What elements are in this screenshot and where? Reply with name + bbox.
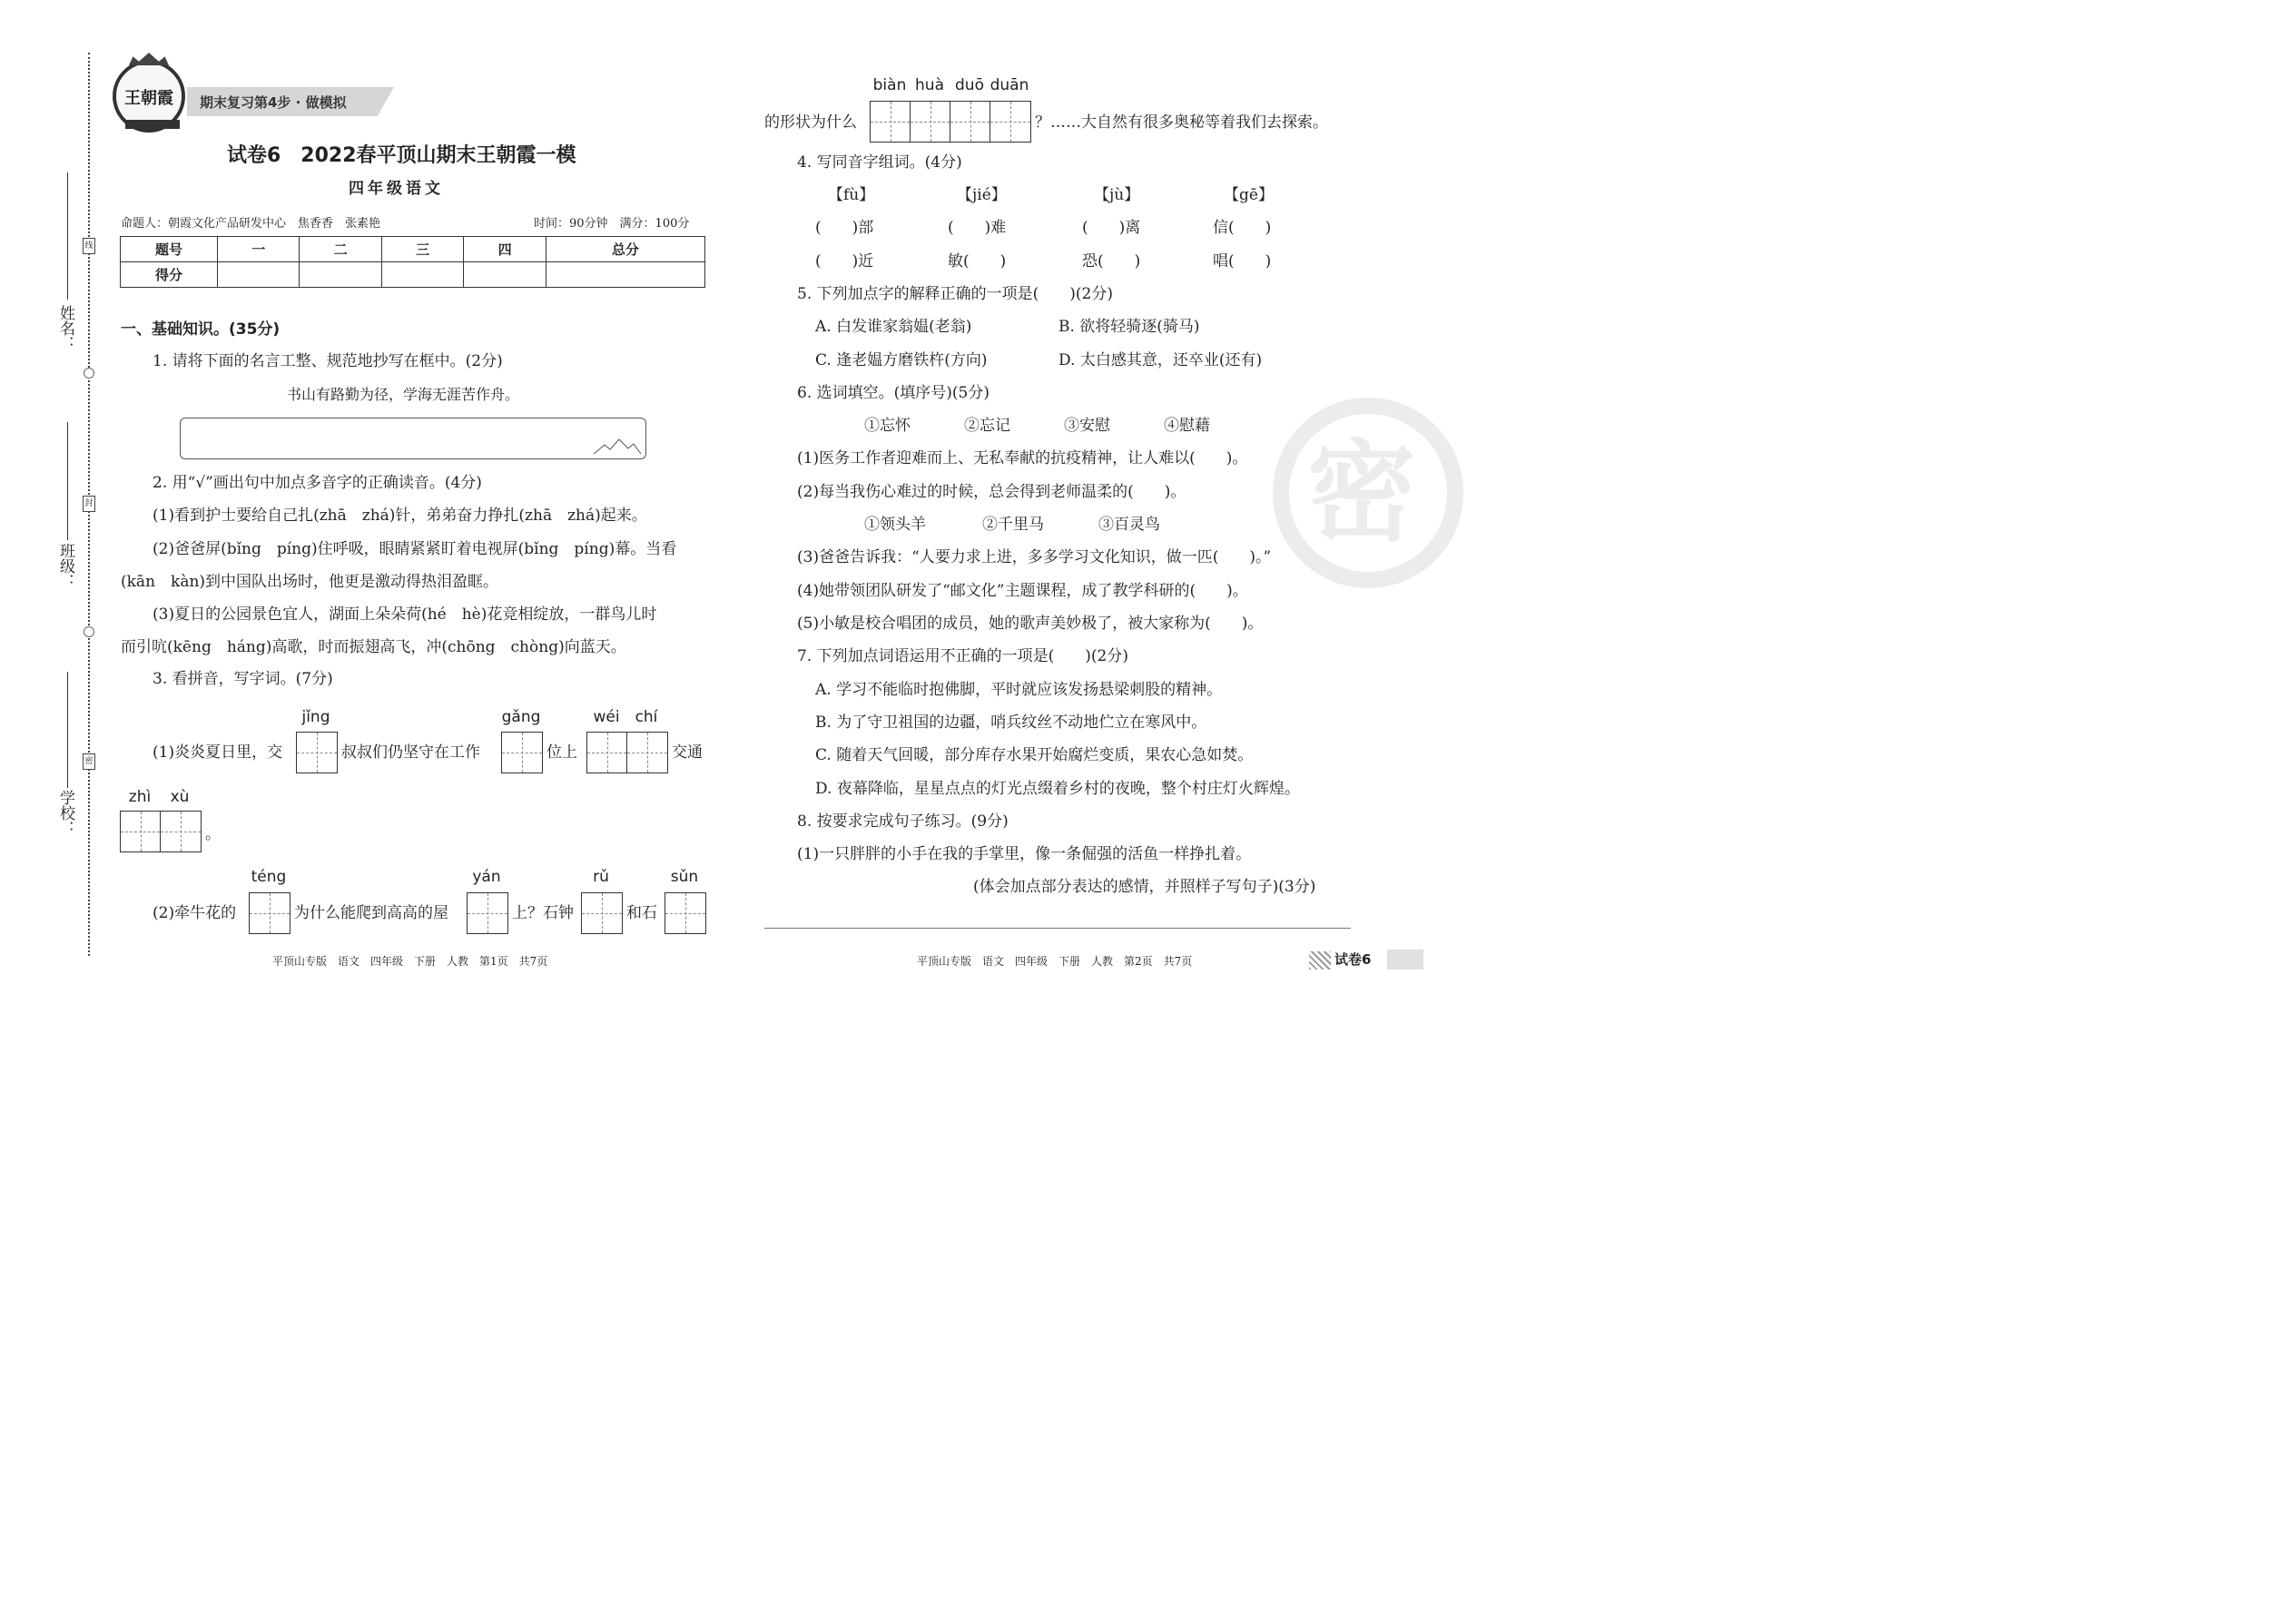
cut-circle-1	[84, 368, 94, 379]
q4-blank[interactable]: 信( )	[1213, 219, 1272, 237]
q7-option-c[interactable]: C. 随着天气回暖，部分库存水果开始腐烂变质，果农心急如焚。	[815, 746, 1254, 764]
question-4: 4. 写同音字组词。(4分)	[797, 153, 962, 172]
q4-blank[interactable]: ( )部	[815, 219, 874, 237]
pinyin-wei: wéi	[593, 708, 620, 726]
q6-item-5: (5)小敏是校合唱团的成员，她的歌声美妙极了，被大家称为( )。	[797, 615, 1264, 633]
q7-option-a[interactable]: A. 学习不能临时抱佛脚，平时就应该发扬悬梁刺股的精神。	[815, 681, 1223, 699]
question-5: 5. 下列加点字的解释正确的一项是( )(2分)	[797, 285, 1113, 303]
q3-1-text-c: 位上	[546, 743, 577, 762]
score-row-label: 得分	[121, 262, 218, 288]
q2-item-3-line2: 而引吭(kēng háng)高歌，时而振翅高飞，冲(chōng chòng)向蓝天。	[121, 638, 626, 656]
pinyin-sun: sǔn	[670, 868, 699, 886]
class-field[interactable]	[67, 422, 68, 540]
brand-logo	[113, 60, 185, 133]
char-grid-ru[interactable]	[581, 892, 623, 934]
section-1-heading: 一、基础知识。(35分)	[121, 320, 281, 339]
q6-word-option: ③百灵鸟	[1098, 516, 1160, 534]
q3-1-text-d: 交通	[672, 743, 703, 762]
score-input-cell[interactable]	[381, 262, 463, 288]
q1-quote: 书山有路勤为径，学海无涯苦作舟。	[287, 386, 520, 403]
pinyin-zhi: zhì	[128, 788, 152, 806]
seal-box-line: 线	[83, 238, 95, 254]
pinyin-jing: jǐng	[301, 708, 330, 726]
q3-2-text-a: (2)牵牛花的	[153, 904, 237, 922]
score-header-cell: 题号	[121, 237, 218, 262]
school-field[interactable]	[67, 672, 68, 788]
secret-watermark	[1273, 398, 1463, 588]
q6-word-option: ②千里马	[982, 516, 1044, 534]
footer-left: 平顶山专版 语文 四年级 下册 人教 第1页 共7页	[272, 955, 548, 968]
q6-word-option: ②忘记	[964, 417, 1010, 435]
q4-blank[interactable]: ( )离	[1082, 219, 1141, 237]
answer-divider-line	[764, 928, 1351, 929]
pinyin-xu: xù	[170, 788, 190, 806]
footer-pattern	[1309, 951, 1331, 969]
char-grid-bianhuaduoduan[interactable]	[870, 101, 1031, 143]
q4-head-fu: 【fù】	[828, 186, 875, 204]
q3-2-text-c: 上？石钟	[512, 904, 574, 922]
char-grid-teng[interactable]	[249, 892, 290, 934]
q2-item-3-line1: (3)夏日的公园景色宜人，湖面上朵朵荷(hé hè)花竞相绽放，一群鸟儿时	[153, 605, 657, 624]
score-header-cell: 三	[381, 237, 463, 262]
footer-tag-bar	[1387, 950, 1423, 969]
q4-blank[interactable]: ( )近	[815, 252, 874, 271]
score-table-row	[121, 262, 705, 288]
q7-option-b[interactable]: B. 为了守卫祖国的边疆，哨兵纹丝不动地伫立在寒风中。	[815, 714, 1207, 732]
pinyin-gang: gǎng	[501, 708, 541, 726]
q6-word-option: ①领头羊	[864, 516, 926, 534]
seal-box-secret: 密	[83, 753, 95, 770]
score-input-cell[interactable]	[300, 262, 381, 288]
pinyin-hua: huà	[915, 76, 944, 94]
q4-blank[interactable]: 敏( )	[948, 252, 1007, 271]
pinyin-bian: biàn	[872, 76, 907, 94]
q3-1-text-a: (1)炎炎夏日里，交	[153, 743, 283, 762]
q4-head-ge: 【gē】	[1224, 186, 1274, 204]
q5-option-d[interactable]: D. 太白感其意，还卒业(还有)	[1058, 351, 1263, 369]
school-label: 学校：	[56, 790, 74, 836]
char-grid-sun[interactable]	[665, 892, 706, 934]
q6-word-option: ③安慰	[1064, 417, 1110, 435]
q5-option-b[interactable]: B. 欲将轻骑逐(骑马)	[1058, 318, 1200, 336]
score-header-cell: 总分	[546, 237, 704, 262]
q4-head-jie: 【jié】	[957, 186, 1007, 204]
q6-word-option: ①忘怀	[864, 417, 911, 435]
question-1: 1. 请将下面的名言工整、规范地抄写在框中。(2分)	[153, 352, 503, 370]
pinyin-duan: duān	[989, 76, 1029, 94]
r-top-text-b: ？……大自然有很多奥秘等着我们去探索。	[1035, 113, 1328, 132]
logo-text: 王朝霞	[124, 89, 173, 108]
footer-tag: 试卷6	[1334, 951, 1372, 968]
pinyin-duo: duō	[955, 76, 984, 94]
logo-ribbon	[125, 120, 180, 129]
q6-item-2: (2)每当我伤心难过的时候，总会得到老师温柔的( )。	[797, 483, 1186, 501]
question-3: 3. 看拼音，写字词。(7分)	[153, 670, 333, 688]
q2-item-1: (1)看到护士要给自己扎(zhā zhá)针，弟弟奋力挣扎(zhā zhá)起来。	[153, 507, 647, 525]
char-grid-yan[interactable]	[467, 892, 508, 934]
exam-subtitle: 四年级语文	[349, 180, 444, 198]
watermark-text: 密	[1307, 430, 1416, 556]
question-7: 7. 下列加点词语运用不正确的一项是( )(2分)	[797, 647, 1128, 665]
q3-2-text-d: 和石	[626, 904, 657, 922]
name-field[interactable]	[67, 172, 68, 300]
q8-note: (体会加点部分表达的感情，并照样子写句子)(3分)	[973, 878, 1316, 896]
mountain-decoration-icon	[592, 436, 643, 456]
q6-word-option: ④慰藉	[1164, 417, 1210, 435]
class-label: 班级：	[56, 543, 74, 589]
name-label: 姓名：	[56, 305, 74, 351]
q4-head-ju: 【jù】	[1094, 186, 1140, 204]
score-table	[120, 236, 705, 288]
q3-2-text-b: 为什么能爬到高高的屋	[294, 904, 448, 922]
score-table-header-row	[121, 237, 705, 262]
question-8: 8. 按要求完成句子练习。(9分)	[797, 812, 1009, 831]
pinyin-ru: rǔ	[593, 868, 609, 886]
q2-item-2-line2: (kān kàn)到中国队出场时，他更是激动得热泪盈眶。	[121, 573, 499, 591]
char-grid-zhixu[interactable]	[120, 811, 202, 852]
q5-option-c[interactable]: C. 逢老媪方磨铁杵(方向)	[815, 351, 988, 369]
time-score: 时间：90分钟 满分：100分	[534, 217, 690, 231]
pinyin-yan: yán	[472, 868, 501, 886]
banner-text: 期末复习第4步 · 做模拟	[200, 94, 347, 111]
logo-crown-icon	[129, 53, 169, 65]
r-top-text-a: 的形状为什么	[764, 113, 857, 132]
char-grid-gang[interactable]	[501, 732, 543, 773]
q3-1-text-b: 叔叔们仍坚守在工作	[341, 743, 480, 762]
char-grid-jing[interactable]	[296, 732, 338, 773]
q1-answer-box[interactable]	[180, 418, 646, 459]
q8-item-1: (1)一只胖胖的小手在我的手掌里，像一条倔强的活鱼一样挣扎着。	[797, 845, 1252, 863]
pinyin-teng: téng	[251, 868, 287, 886]
pinyin-chi: chí	[635, 708, 658, 726]
footer-right: 平顶山专版 语文 四年级 下册 人教 第2页 共7页	[917, 955, 1193, 968]
authors: 命题人：朝霞文化产品研发中心 焦香香 张素艳	[121, 217, 381, 231]
q3-1-end: 。	[205, 825, 221, 843]
question-2: 2. 用“√”画出句中加点多音字的正确读音。(4分)	[153, 474, 482, 492]
score-input-cell[interactable]	[546, 262, 704, 288]
cut-circle-2	[84, 626, 94, 637]
q7-option-d[interactable]: D. 夜幕降临，星星点点的灯光点缀着乡村的夜晚，整个村庄灯火辉煌。	[815, 780, 1300, 798]
char-grid-weichi[interactable]	[586, 732, 668, 773]
score-input-cell[interactable]	[464, 262, 546, 288]
score-header-cell: 二	[300, 237, 381, 262]
seal-box-seal: 封	[83, 496, 95, 512]
question-6: 6. 选词填空。(填序号)(5分)	[797, 384, 989, 402]
q6-item-3: (3)爸爸告诉我：“人要力求上进，多多学习文化知识，做一匹( )。”	[797, 548, 1272, 566]
score-input-cell[interactable]	[218, 262, 300, 288]
q6-item-4: (4)她带领团队研发了“邮文化”主题课程，成了教学科研的( )。	[797, 582, 1248, 600]
q6-item-1: (1)医务工作者迎难而上、无私奉献的抗疫精神，让人难以( )。	[797, 449, 1248, 468]
q4-blank[interactable]: 唱( )	[1213, 252, 1272, 271]
exam-title: 试卷6 2022春平顶山期末王朝霞一模	[227, 144, 576, 167]
q4-blank[interactable]: ( )难	[948, 219, 1007, 237]
q4-blank[interactable]: 恐( )	[1082, 252, 1141, 271]
score-header-cell: 四	[464, 237, 546, 262]
score-header-cell: 一	[218, 237, 300, 262]
q5-option-a[interactable]: A. 白发谁家翁媪(老翁)	[815, 318, 972, 336]
q2-item-2-line1: (2)爸爸屏(bǐng píng)住呼吸，眼睛紧紧盯着电视屏(bǐng píng)幕。当看	[153, 540, 677, 558]
